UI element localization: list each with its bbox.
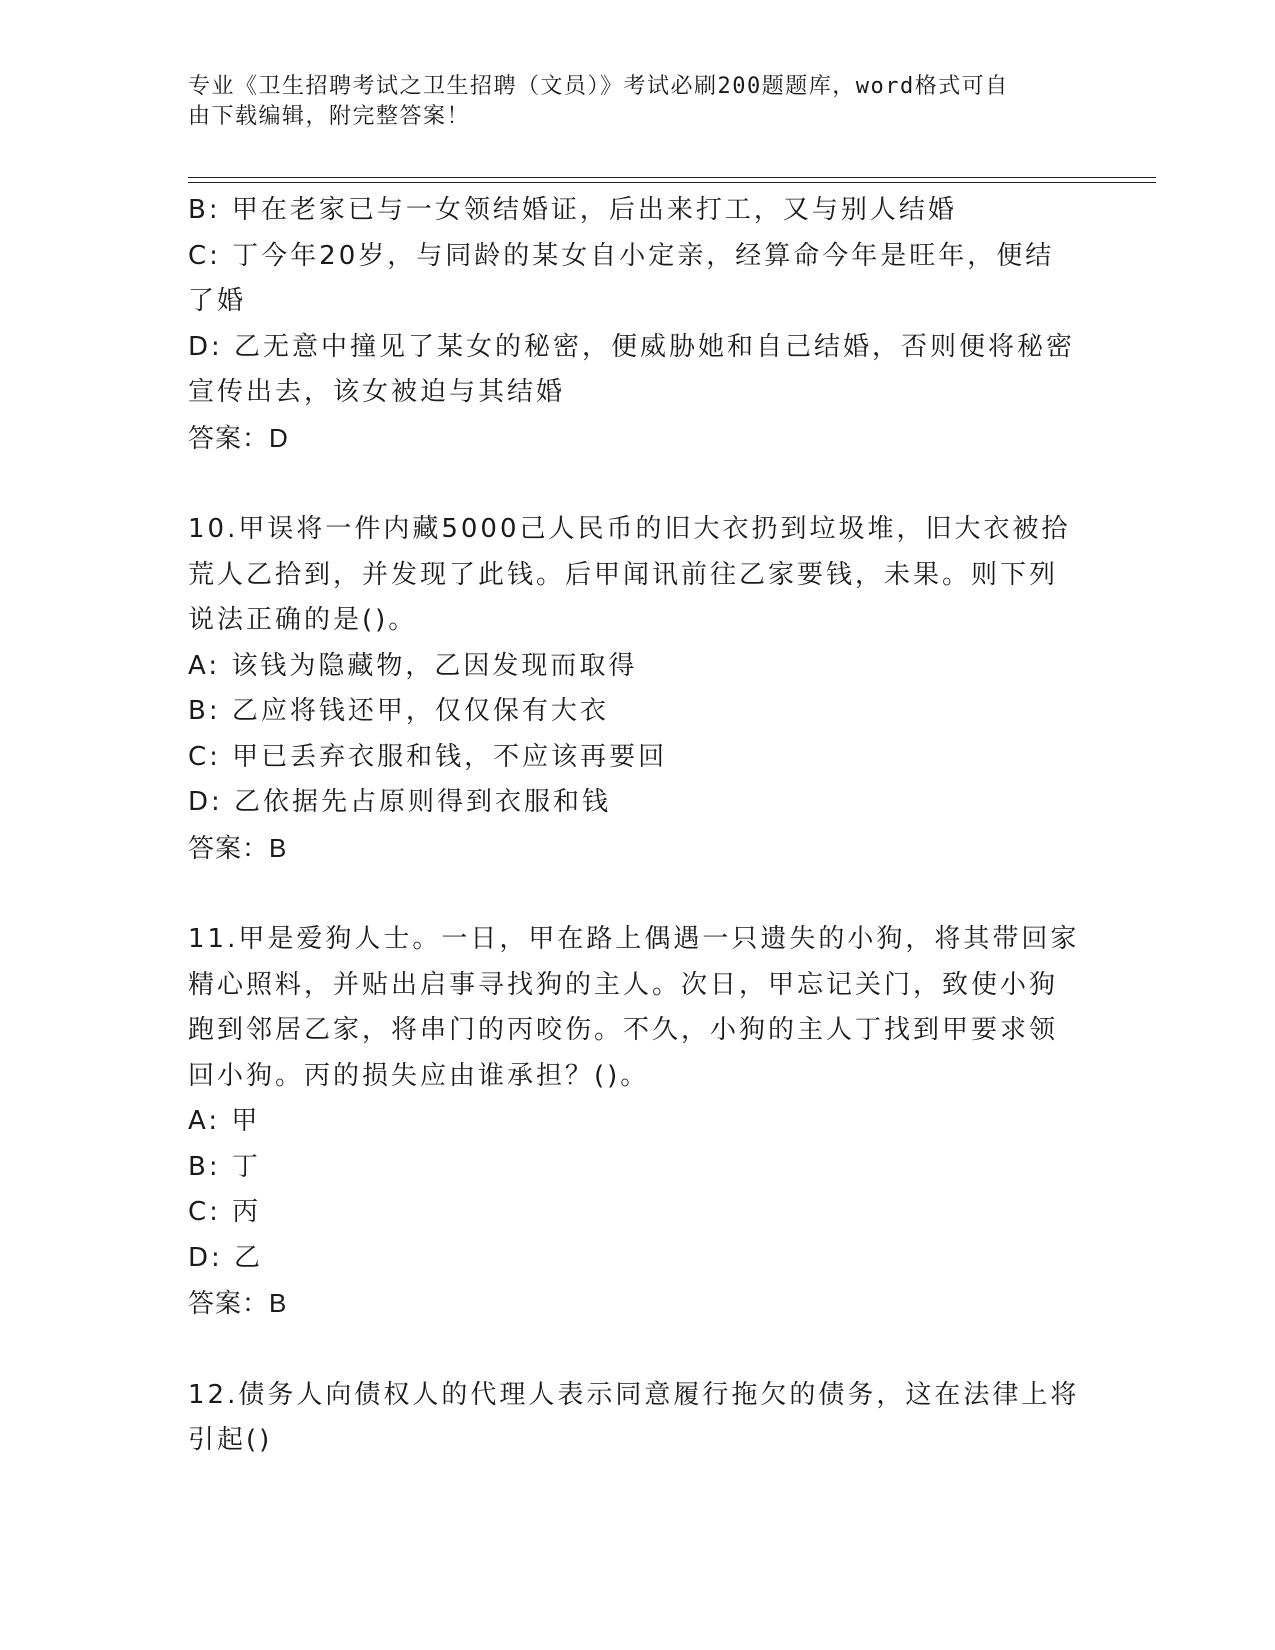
option-d: D: 乙依据先占原则得到衣服和钱 (188, 787, 612, 817)
question-stem-line-2: 引起() (188, 1425, 273, 1455)
header-divider-top (188, 177, 1156, 178)
question-12 (188, 1373, 1080, 1464)
question-stem-line-1: 11.甲是爱狗人士。一日，甲在路上偶遇一只遗失的小狗，将其带回家 (188, 924, 1080, 954)
option-b: B: 丁 (188, 1151, 261, 1182)
question-11 (188, 917, 1080, 1327)
option-a: A: 该钱为隐藏物，乙因发现而取得 (188, 650, 638, 681)
answer: 答案：D (188, 422, 289, 453)
option-a: A: 甲 (188, 1106, 261, 1136)
header-line-1: 专业《卫生招聘考试之卫生招聘（文员）》考试必刷200题题库，word格式可自 (188, 74, 1009, 99)
header-line-2: 由下载编辑，附完整答案！ (188, 104, 471, 129)
question-stem-line-3: 说法正确的是()。 (188, 605, 418, 635)
question-stem-line-2: 精心照料，并贴出启事寻找狗的主人。次日，甲忘记关门，致使小狗 (188, 969, 1059, 1000)
option-b: B: 甲在老家已与一女领结婚证，后出来打工，又与别人结婚 (188, 195, 957, 225)
question-body (188, 188, 1080, 1464)
answer: 答案：B (188, 832, 288, 863)
option-c-line-2: 了婚 (188, 286, 247, 316)
question-stem-line-1: 10.甲误将一件内藏5000己人民币的旧大衣扔到垃圾堆，旧大衣被拾 (188, 514, 1071, 544)
question-stem-line-2: 荒人乙拾到，并发现了此钱。后甲闻讯前往乙家要钱，未果。则下列 (188, 559, 1059, 590)
spacer (188, 1327, 1068, 1373)
spacer (188, 871, 1068, 917)
question-9-tail (188, 188, 1076, 461)
option-c: C: 甲已丢弃衣服和钱，不应该再要回 (188, 741, 668, 772)
document-header (188, 72, 1088, 132)
question-stem-line-4: 回小狗。丙的损失应由谁承担？()。 (188, 1060, 650, 1091)
option-b: B: 乙应将钱还甲，仅仅保有大衣 (188, 696, 609, 726)
option-d-line-2: 宣传出去，该女被迫与其结婚 (188, 377, 566, 407)
option-c: C: 丙 (188, 1197, 262, 1227)
header-divider-bottom (188, 182, 1156, 183)
option-c-line-1: C: 丁今年20岁，与同龄的某女自小定亲，经算命今年是旺年，便结 (188, 240, 1055, 271)
option-d: D: 乙 (188, 1242, 264, 1273)
question-10 (188, 507, 1071, 871)
question-stem-line-1: 12.债务人向债权人的代理人表示同意履行拖欠的债务，这在法律上将 (188, 1379, 1080, 1410)
question-stem-line-3: 跑到邻居乙家，将串门的丙咬伤。不久，小狗的主人丁找到甲要求领 (188, 1015, 1059, 1045)
option-d-line-1: D: 乙无意中撞见了某女的秘密，便威胁她和自己结婚，否则便将秘密 (188, 331, 1076, 362)
answer: 答案：B (188, 1288, 288, 1318)
spacer (188, 461, 1068, 507)
